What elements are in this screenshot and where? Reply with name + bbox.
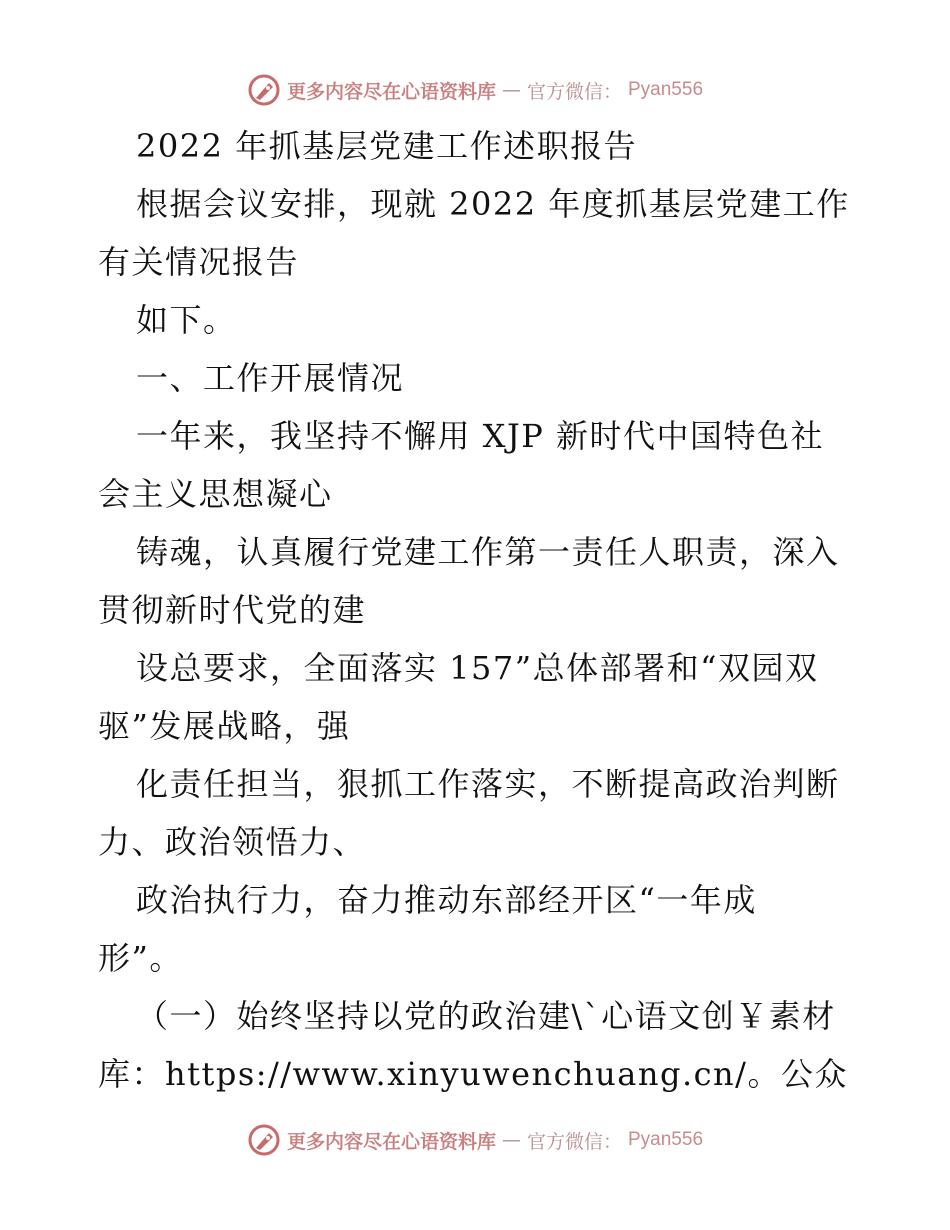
- pen-nib-logo-icon: [247, 73, 281, 107]
- pen-nib-logo-icon: [247, 1123, 281, 1157]
- watermark-header: [0, 72, 950, 108]
- watermark-main-text: 更多内容尽在心语资料库: [286, 1130, 496, 1153]
- subsection-heading: （一）始终坚持以党的政治建\`心语文创￥素材: [136, 997, 836, 1035]
- document-line: 形”。: [98, 939, 183, 977]
- document-line: 政治执行力，奋力推动东部经开区“一年成: [136, 881, 757, 919]
- document-line: 如下。: [136, 301, 237, 339]
- watermark-id: Pyan556: [628, 79, 704, 100]
- document-line: 库：https://www.xinyuwenchuang.cn/。公众: [98, 1055, 848, 1093]
- document-line: 驱”发展战略，强: [98, 707, 351, 745]
- document-line: 力、政治领悟力、: [98, 823, 367, 861]
- watermark-id: Pyan556: [628, 1129, 704, 1150]
- document-line: 设总要求，全面落实 157”总体部署和“双园双: [136, 649, 819, 687]
- document-line: 根据会议安排，现就 2022 年度抓基层党建工作: [136, 185, 850, 223]
- document-line: 有关情况报告: [98, 243, 300, 281]
- watermark-separator: —: [501, 1129, 521, 1151]
- section-heading: 一、工作开展情况: [136, 359, 405, 397]
- watermark-separator: —: [501, 79, 521, 101]
- document-line: 会主义思想凝心: [98, 475, 333, 513]
- watermark-main-text: 更多内容尽在心语资料库: [286, 80, 496, 103]
- watermark-label: 官方微信：: [526, 80, 622, 103]
- document-line: 贯彻新时代党的建: [98, 591, 367, 629]
- document-line: 化责任担当，狠抓工作落实，不断提高政治判断: [136, 765, 840, 803]
- document-line: 一年来，我坚持不懈用 XJP 新时代中国特色社: [136, 417, 824, 455]
- document-title: 2022 年抓基层党建工作述职报告: [136, 127, 638, 165]
- document-line: 铸魂，认真履行党建工作第一责任人职责，深入: [136, 533, 840, 571]
- watermark-label: 官方微信：: [526, 1130, 622, 1153]
- watermark-footer: [0, 1122, 950, 1158]
